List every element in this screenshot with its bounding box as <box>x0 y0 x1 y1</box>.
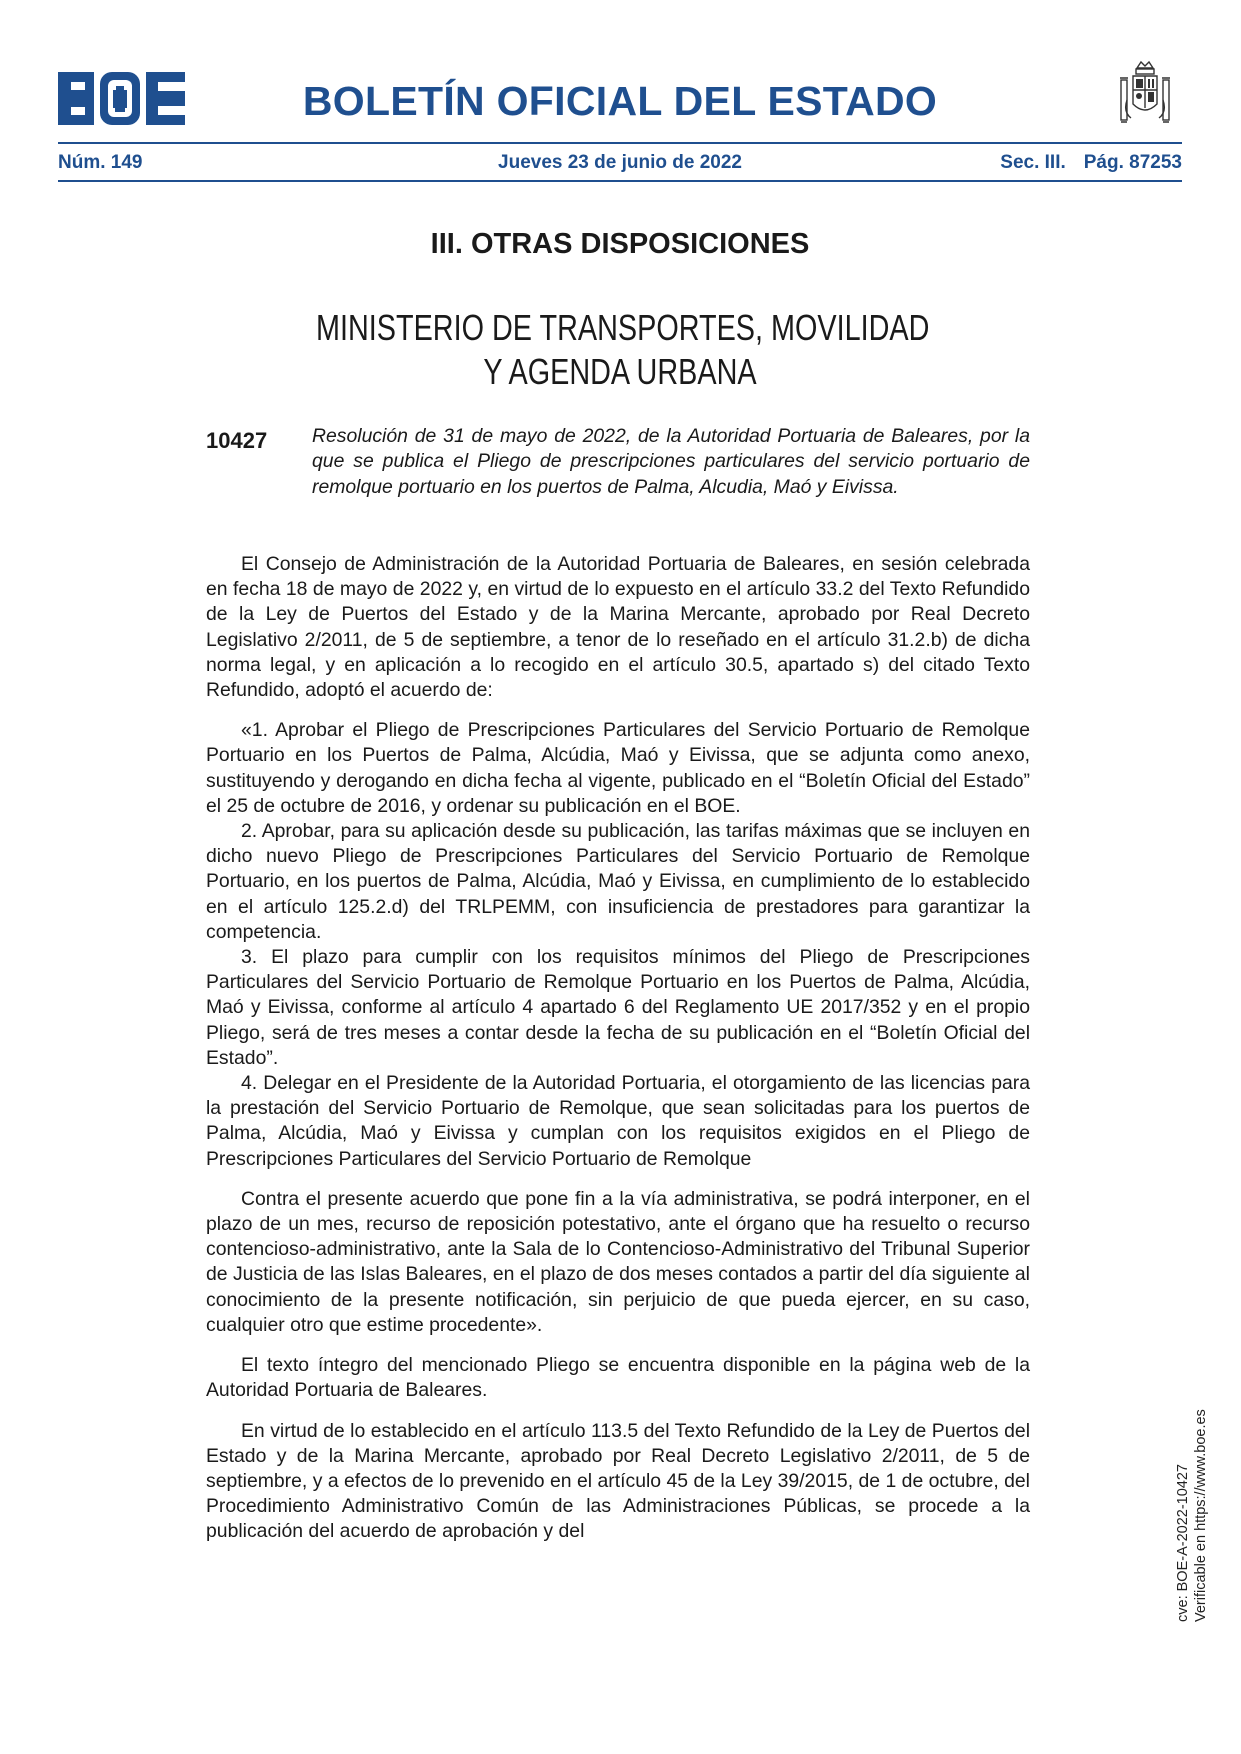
publication-title: BOLETÍN OFICIAL DEL ESTADO <box>302 78 938 124</box>
document-body <box>206 552 1030 1545</box>
section-title: III. OTRAS DISPOSICIONES <box>430 228 810 260</box>
section-page-info <box>1000 152 1182 174</box>
paragraph-availability: El texto íntegro del mencionado Pliego se encuentra disponible en la página web de la Autoridad Portuaria de Baleares. <box>206 1354 1030 1402</box>
issue-number: Núm. 149 <box>58 152 143 173</box>
agreement-item-2: 2. Aprobar, para su aplicación desde su publicación, las tarifas máximas que se incluyen en dicho nuevo Pliego de Prescripciones Particulares del Servicio Portuario de Remolque Portuario, en los puertos de Palma, Alcúdia, Maó y Eivissa, en cumplimiento de lo establecido en el artículo 125.2.d) del TRLPEMM, con insuficiencia de prestadores para garantizar la competencia. <box>206 820 1030 943</box>
section-label: Sec. III. <box>1000 152 1066 173</box>
verification-url: Verificable en https://www.boe.es <box>1193 1409 1209 1622</box>
paragraph-publication: En virtud de lo establecido en el artículo 113.5 del Texto Refundido de la Ley de Puertos del Estado y de la Marina Mercante, aprobado por Real Decreto Legislativo 2/2011, de 5 de septiembre, y a efectos de lo prevenido en el artículo 45 de la Ley 39/2015, de 1 de octubre, del Procedimiento Administrativo Común de las Administraciones Públicas, se procede a la publicación del acuerdo de aprobación y del <box>206 1419 1030 1543</box>
paragraph-intro: El Consejo de Administración de la Autoridad Portuaria de Baleares, en sesión celebrada en fecha 18 de mayo de 2022 y, en virtud de lo expuesto en el artículo 33.2 del Texto Refundido de la Ley de Puertos del Estado y de la Marina Mercante, aprobado por Real Decreto Legislativo 2/2011, de 5 de septiembre, a tenor de lo reseñado en el artículo 31.2.b) de dicha norma legal, y en aplicación a lo recogido en el artículo 30.5, apartado s) del citado Texto Refundido, adoptó el acuerdo de: <box>206 553 1030 702</box>
spanish-coat-of-arms-icon <box>1117 60 1173 132</box>
page-number: Pág. 87253 <box>1083 152 1182 173</box>
agreement-item-1: «1. Aprobar el Pliego de Prescripciones Particulares del Servicio Portuario de Remolque Portuario en los Puertos de Palma, Alcúdia, Maó y Eivissa, que se adjunta como anexo, sustituyendo y derogando en dicha fecha al vigente, publicado en el “Boletín Oficial del Estado” el 25 de octubre de 2016, y ordenar su publicación en el BOE. <box>206 719 1030 817</box>
ministry-line-1: MINISTERIO DE TRANSPORTES, MOVILIDAD <box>316 307 930 348</box>
header-rule-top <box>58 142 1182 144</box>
paragraph-appeal: Contra el presente acuerdo que pone fin a la vía administrativa, se podrá interponer, en el plazo de un mes, recurso de reposición potestativo, ante el órgano que ha resuelto o recurso contencioso-administrativo, ante la Sala de lo Contencioso-Administrativo del Tribunal Superior de Justicia de las Islas Baleares, en el plazo de dos meses contados a partir del día siguiente al conocimiento de la presente notificación, sin perjuicio de que pueda ejercer, en su caso, cualquier otro que estime procedente». <box>206 1187 1030 1336</box>
resolution-number: 10427 <box>206 428 268 453</box>
ministry-heading <box>316 306 930 394</box>
header-rule-bottom <box>58 180 1182 182</box>
issue-date: Jueves 23 de junio de 2022 <box>498 152 742 173</box>
boe-logo <box>58 72 185 125</box>
resolution-title: Resolución de 31 de mayo de 2022, de la Autoridad Portuaria de Baleares, por la que se publica el Pliego de prescripciones particulares del servicio portuario de remolque portuario en los puertos de Palma, Alcudia, Maó y Eivissa. <box>312 425 1030 498</box>
ministry-line-2: Y AGENDA URBANA <box>483 351 757 392</box>
agreement-item-4: 4. Delegar en el Presidente de la Autoridad Portuaria, el otorgamiento de las licencias para la prestación del Servicio Portuario de Remolque, que sean solicitadas para los puertos de Palma, Alcúdia, Maó y Eivissa y cumplan con los requisitos exigidos en el Pliego de Prescripciones Particulares del Servicio Portuario de Remolque <box>206 1072 1030 1170</box>
agreement-item-3: 3. El plazo para cumplir con los requisitos mínimos del Pliego de Prescripciones Particulares del Servicio Portuario de Remolque Portuario en los Puertos de Palma, Alcúdia, Maó y Eivissa, conforme al artículo 4 apartado 6 del Reglamento UE 2017/352 y en el propio Pliego, será de tres meses a contar desde la fecha de su publicación en el “Boletín Oficial del Estado”. <box>206 946 1030 1069</box>
verification-sidebar <box>1174 1409 1210 1622</box>
cve-code: cve: BOE-A-2022-10427 <box>1175 1464 1191 1622</box>
